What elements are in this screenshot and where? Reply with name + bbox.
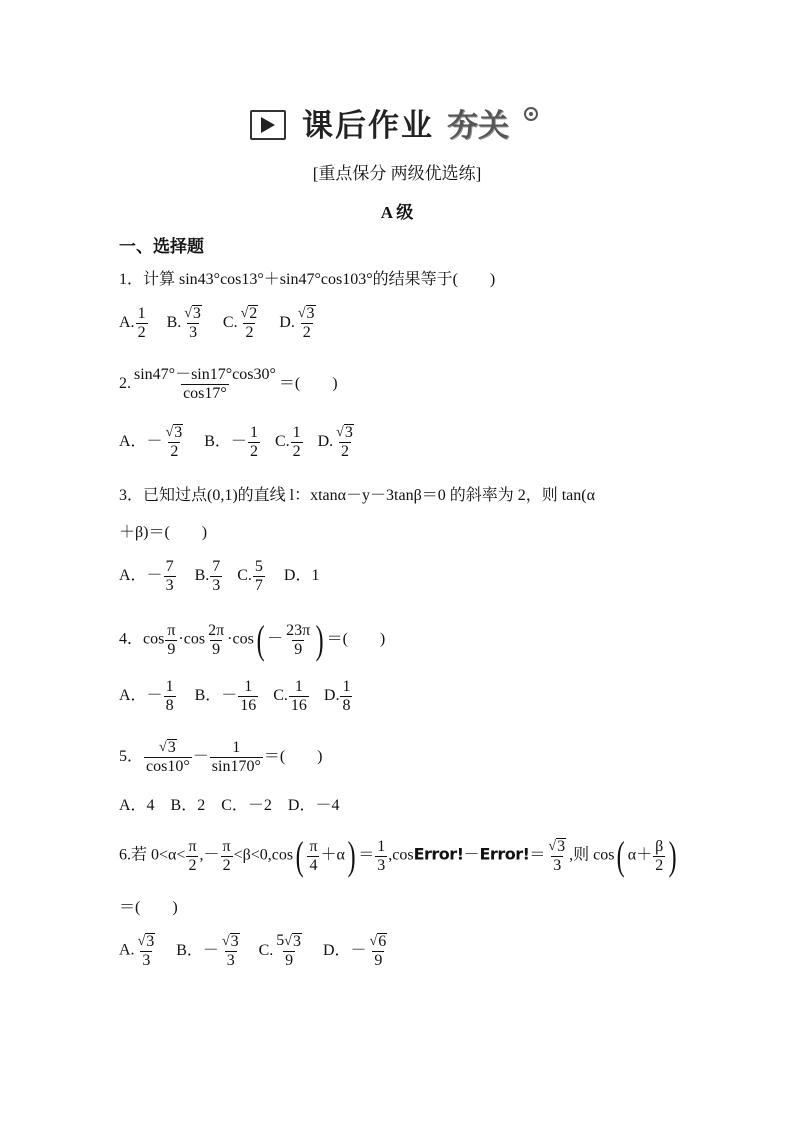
question-1-options: A. $\frac{1}{2}$ B. √ 3 3 C. √ 2 2 D. √ 3 2	[119, 305, 315, 341]
question-4-stem: 4．cos $\frac{\pi}{9}$ ·cos $\frac{2\pi}{9}$ ·cos( － $\frac{23\pi}{9}$ ) ＝( )	[119, 617, 386, 662]
question-4-options: A．－ $\frac{1}{8}$ B．－ $\frac{1}{16}$ C. $\frac{1}{16}$ D. $\frac{1}{8}$	[119, 678, 351, 714]
question-3-stem-line2: ＋β)＝( )	[119, 524, 208, 541]
page-header	[250, 104, 550, 148]
question-3-stem-line1: 3．已知过点(0,1)的直线 l：xtanα－y－3tanβ＝0 的斜率为 2，则 tan(α	[119, 487, 595, 504]
play-icon	[250, 110, 286, 140]
gear-icon	[523, 106, 539, 122]
question-5-options: A．4 B．2 C．－2 D．－4	[119, 797, 340, 814]
question-6-stem-line2: ＝( )	[119, 899, 178, 916]
question-6-stem: 6.若 0<α< $\frac{\pi}{2}$ ,－ $\frac{\pi}{2}$ <β<0,cos( $\frac{\pi}{4}$ ＋α) ＝ $\frac{1}{3}$ ,cosError!－Error!＝ √ 3 3 ,则 cos( α＋ $\frac{\beta}{2}$ )	[119, 833, 677, 878]
question-5-stem: 5． √ 3 cos10° － $\frac{1}{\sin 170^\circ}$ ＝( )	[119, 739, 323, 775]
level-heading: A 级	[380, 203, 414, 222]
subtitle: [重点保分 两级优选练]	[312, 164, 482, 183]
header-brand-logo: 夯关	[447, 108, 509, 144]
question-3-options: A．－ $\frac{7}{3}$ B. $\frac{7}{3}$ C. $\frac{5}{7}$ D．1	[119, 558, 320, 594]
header-title: 课后作业	[302, 108, 434, 144]
section-heading: 一、选择题	[119, 237, 204, 257]
question-2-stem: 2. $\frac{\sin 47^\circ-\sin 17^\circ\cos 30^\circ}{\cos 17^\circ}$ ＝( )	[119, 366, 338, 402]
question-1-stem: 1．计算 sin43°cos13°＋sin47°cos103°的结果等于( )	[119, 271, 496, 288]
question-2-options: A．－ √ 3 2 B．－ $\frac{1}{2}$ C. $\frac{1}{2}$ D. √ 3 2	[119, 424, 353, 460]
question-6-options: A. √ 3 3 B．－ √ 3 3 C. 5 √ 3 9 D．－ √ 6 9	[119, 932, 387, 969]
